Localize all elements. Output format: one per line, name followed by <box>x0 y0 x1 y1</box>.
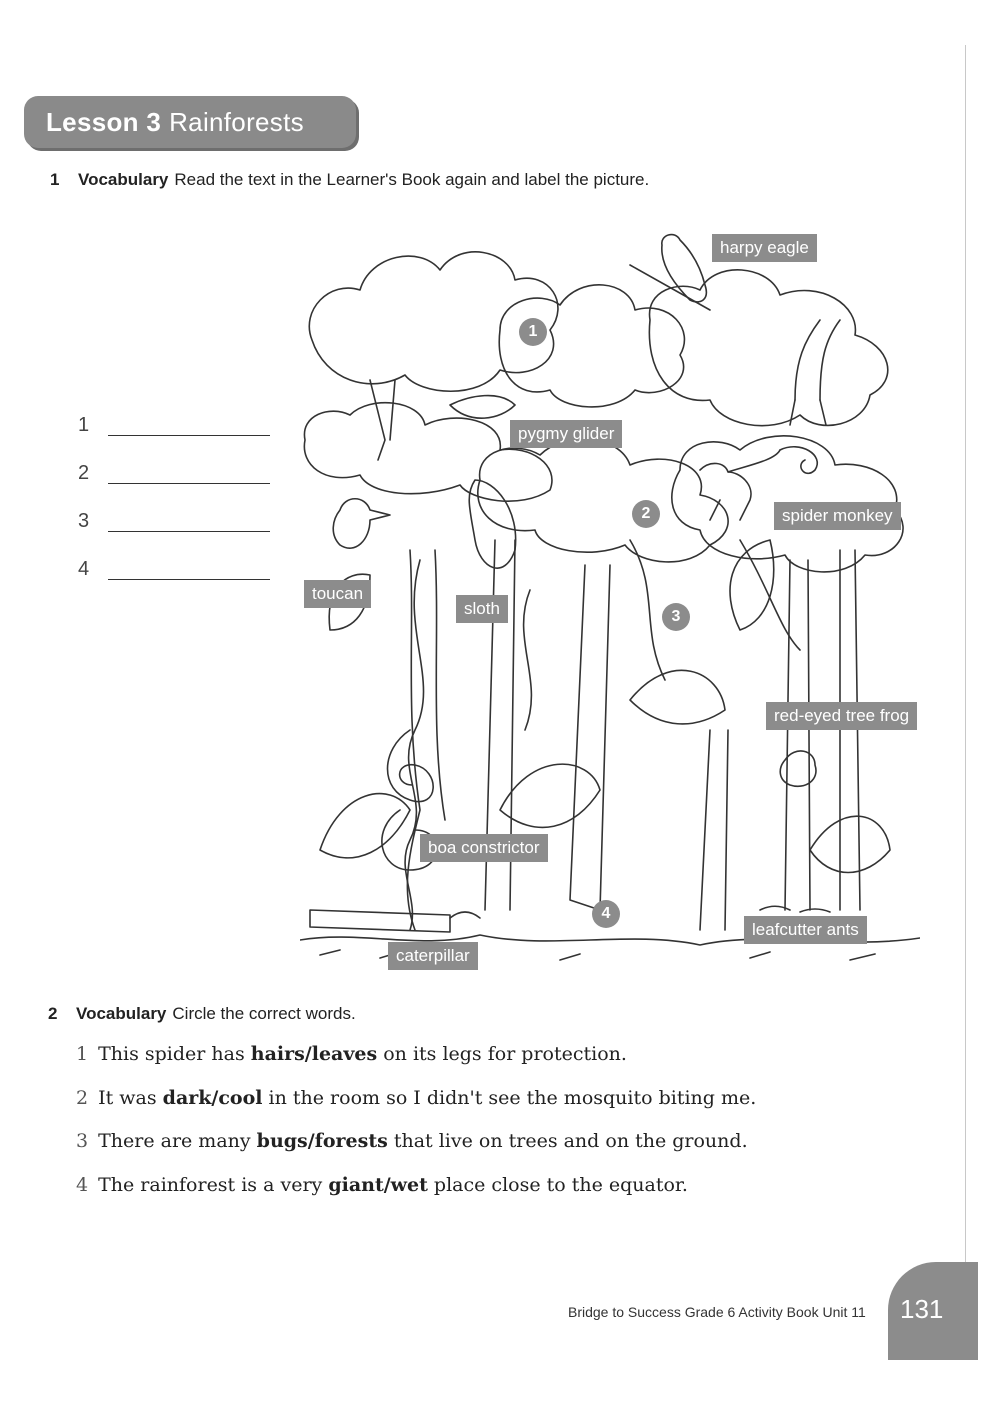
answer-number: 1 <box>78 414 90 436</box>
marker-2: 2 <box>632 500 660 528</box>
lesson-heading <box>24 96 356 148</box>
label-pygmy-glider: pygmy glider <box>510 420 622 448</box>
exercise-text: Read the text in the Learner's Book again and label the picture. <box>174 170 650 189</box>
lesson-number: Lesson 3 <box>46 106 162 137</box>
word-choice[interactable]: dark/cool <box>162 1087 263 1109</box>
rainforest-illustration <box>300 210 920 975</box>
label-sloth: sloth <box>456 595 508 623</box>
answer-rule <box>108 531 270 532</box>
exercise-1-instruction <box>50 170 649 190</box>
label-red-eyed-tree-frog: red-eyed tree frog <box>766 702 917 730</box>
word-choice[interactable]: hairs/leaves <box>250 1043 378 1065</box>
rainforest-drawing <box>300 210 920 975</box>
lesson-title: Rainforests <box>169 106 304 137</box>
answer-number: 2 <box>78 462 90 484</box>
sentence-2 <box>76 1087 756 1109</box>
page-number: 131 <box>900 1294 944 1324</box>
label-boa-constrictor: boa constrictor <box>420 834 548 862</box>
label-caterpillar: caterpillar <box>388 942 478 970</box>
sentence-number: 4 <box>76 1174 89 1196</box>
answer-line-2[interactable] <box>78 462 270 486</box>
answer-number: 4 <box>78 558 90 580</box>
answer-number: 3 <box>78 510 90 532</box>
sentence-number: 2 <box>76 1087 89 1109</box>
sentence-1 <box>76 1043 627 1065</box>
sentence-text: in the room so I didn't see the mosquito biting me. <box>262 1087 757 1109</box>
answer-line-3[interactable] <box>78 510 270 534</box>
sentence-number: 1 <box>76 1043 89 1065</box>
marker-1: 1 <box>519 318 547 346</box>
word-choice[interactable]: bugs/forests <box>256 1130 388 1152</box>
answer-rule <box>108 579 270 580</box>
label-spider-monkey: spider monkey <box>774 502 901 530</box>
marker-3: 3 <box>662 603 690 631</box>
exercise-number: 1 <box>50 170 60 189</box>
sentence-text: The rainforest is a very <box>98 1174 329 1196</box>
sentence-text: that live on trees and on the ground. <box>387 1130 748 1152</box>
answer-rule <box>108 483 270 484</box>
sentence-text: on its legs for protection. <box>377 1043 627 1065</box>
sentence-text: place close to the equator. <box>427 1174 688 1196</box>
answer-line-1[interactable] <box>78 414 270 438</box>
book-title-footer: Bridge to Success Grade 6 Activity Book Unit 11 <box>568 1304 866 1320</box>
label-leafcutter-ants: leafcutter ants <box>744 916 867 944</box>
answer-line-4[interactable] <box>78 558 270 582</box>
label-toucan: toucan <box>304 580 371 608</box>
sentence-text: It was <box>98 1087 163 1109</box>
exercise-text: Circle the correct words. <box>172 1004 356 1023</box>
answer-rule <box>108 435 270 436</box>
page-margin-rule <box>965 45 966 1345</box>
exercise-number: 2 <box>48 1004 58 1023</box>
sentence-text: There are many <box>98 1130 257 1152</box>
sentence-4 <box>76 1174 688 1196</box>
exercise-keyword: Vocabulary <box>78 170 169 189</box>
sentence-text: This spider has <box>98 1043 251 1065</box>
exercise-2-instruction <box>48 1004 356 1024</box>
marker-4: 4 <box>592 900 620 928</box>
word-choice[interactable]: giant/wet <box>328 1174 428 1196</box>
label-harpy-eagle: harpy eagle <box>712 234 817 262</box>
sentence-3 <box>76 1130 748 1152</box>
sentence-number: 3 <box>76 1130 89 1152</box>
exercise-keyword: Vocabulary <box>76 1004 167 1023</box>
